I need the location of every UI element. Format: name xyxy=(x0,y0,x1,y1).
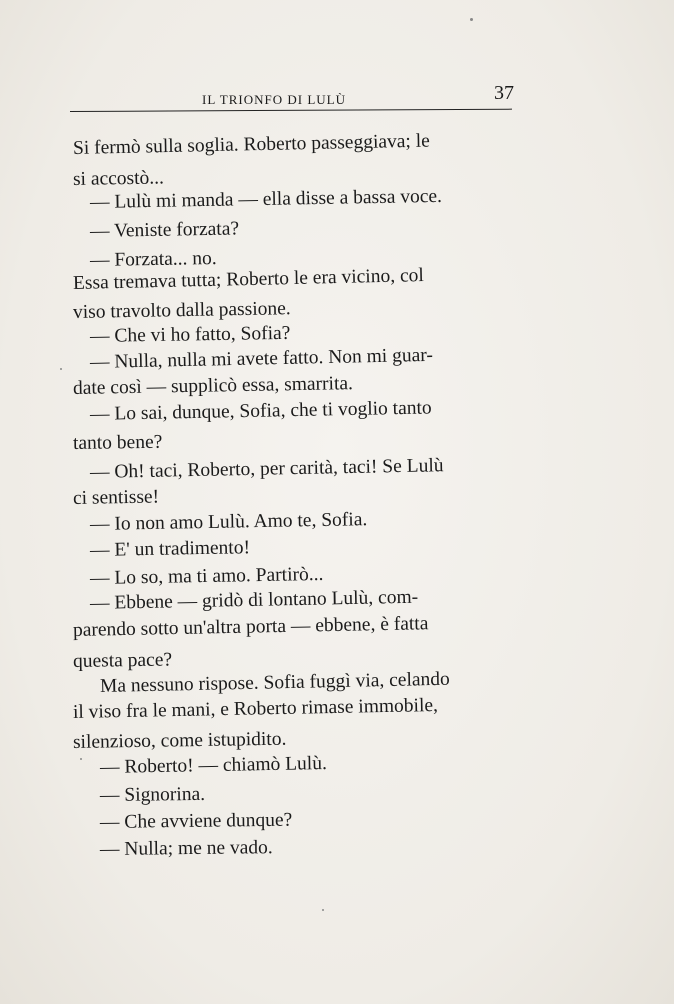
text-line: — Signorina. xyxy=(99,783,206,806)
paper-speck xyxy=(470,18,473,21)
page-number: 37 xyxy=(494,82,514,104)
text-line: ci sentisse! xyxy=(72,486,160,509)
text-line: — Oh! taci, Roberto, per carità, taci! Se Lulù xyxy=(89,455,444,483)
text-line: — Nulla, nulla mi avete fatto. Non mi guar- xyxy=(89,344,434,373)
text-line: silenzioso, come istupidito. xyxy=(72,728,287,753)
text-line: — Lo so, ma ti amo. Partirò... xyxy=(89,563,324,589)
text-line: — Roberto! — chiamò Lulù. xyxy=(99,753,328,778)
text-line: — Lulù mi manda — ella disse a bassa voce. xyxy=(89,185,443,213)
paper-speck xyxy=(322,909,324,911)
text-line: il viso fra le mani, e Roberto rimase immobile, xyxy=(72,694,439,723)
text-line: parendo sotto un'altra porta — ebbene, è fatta xyxy=(72,613,429,641)
text-line: — E' un tradimento! xyxy=(89,537,251,561)
paper-speck xyxy=(80,758,82,760)
text-line: tanto bene? xyxy=(72,431,163,454)
text-line: — Veniste forzata? xyxy=(89,218,240,242)
text-line: Si fermò sulla soglia. Roberto passeggiava; le xyxy=(72,130,431,159)
text-line: si accostò... xyxy=(72,167,165,190)
text-line: — Nulla; me ne vado. xyxy=(99,837,273,860)
text-line: Ma nessuno rispose. Sofia fuggì via, celando xyxy=(99,668,450,697)
text-line: viso travolto dalla passione. xyxy=(72,298,291,323)
text-line: — Lo sai, dunque, Sofia, che ti voglio tanto xyxy=(89,397,432,425)
text-line: — Io non amo Lulù. Amo te, Sofia. xyxy=(89,509,368,535)
text-line: — Ebbene — gridò di lontano Lulù, com- xyxy=(89,586,419,614)
paper-speck xyxy=(60,368,62,370)
text-line: — Forzata... no. xyxy=(89,248,217,271)
running-title: IL TRIONFO DI LULÙ xyxy=(202,92,347,107)
text-line: date così — supplicò essa, smarrita. xyxy=(72,373,354,399)
text-line: — Che avviene dunque? xyxy=(99,809,293,833)
text-line: Essa tremava tutta; Roberto le era vicino, col xyxy=(72,265,425,294)
text-line: questa pace? xyxy=(72,649,173,672)
text-line: — Che vi ho fatto, Sofia? xyxy=(89,322,291,347)
